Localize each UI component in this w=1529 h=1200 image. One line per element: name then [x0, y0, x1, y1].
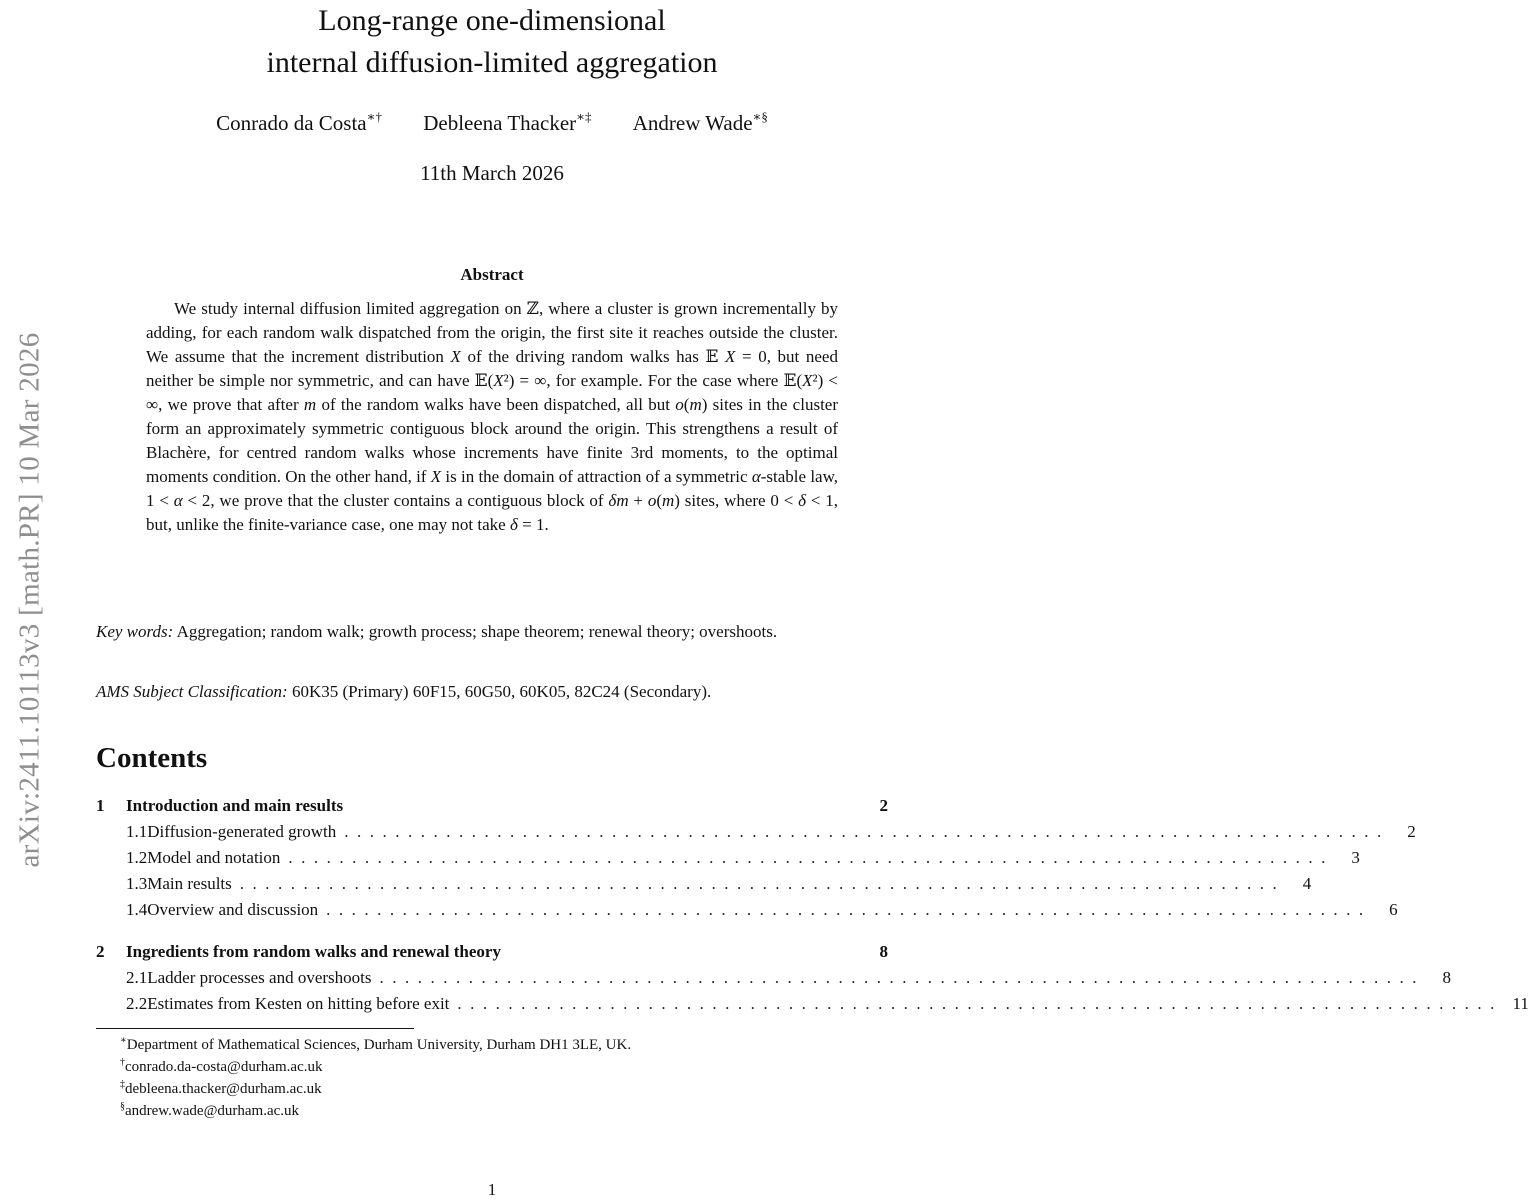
toc-entry-1-2[interactable] [96, 846, 1360, 872]
arxiv-identifier-stamp: arXiv:2411.10113v3 [math.PR] 10 Mar 2026 [13, 332, 46, 868]
footnote-affiliation: ∗Department of Mathematical Sciences, Durham University, Durham DH1 3LE, UK. [120, 1035, 632, 1053]
toc-page: 11 [1512, 994, 1529, 1013]
toc-entry-1-3[interactable] [96, 872, 1312, 898]
toc-title: Model and notation [147, 848, 281, 867]
footnotes [120, 1034, 631, 1122]
toc-number: 1.4 [126, 900, 148, 919]
toc-leader: .................................................................................. [326, 900, 1372, 919]
toc-number: 1.3 [126, 874, 148, 893]
author-wade [633, 111, 768, 135]
toc-number: 2 [96, 942, 105, 961]
affiliation-marks: ∗† [366, 109, 382, 124]
toc-title: Ingredients from random walks and renewal theory [126, 942, 501, 961]
toc-section-1 [96, 794, 1416, 924]
toc-leader: .................................................................................. [239, 874, 1286, 893]
author-list [96, 108, 888, 138]
author-name: Andrew Wade [632, 111, 753, 135]
toc-entry-2[interactable] [96, 940, 888, 966]
toc-title: Overview and discussion [147, 900, 319, 919]
toc-leader: .................................................................................. [379, 968, 1425, 987]
ams-text: 60K35 (Primary) 60F15, 60G50, 60K05, 82C24 (Secondary). [287, 682, 712, 701]
toc-page: 3 [1351, 848, 1360, 867]
toc-number: 1 [96, 796, 105, 815]
toc-title: Diffusion-generated growth [147, 822, 337, 841]
toc-page: 6 [1389, 900, 1398, 919]
toc-entry-1-1[interactable] [96, 820, 1416, 846]
toc-title: Main results [147, 874, 232, 893]
toc-number: 1.2 [126, 848, 148, 867]
footnote-rule [96, 1028, 414, 1029]
paper-date: 11th March 2026 [420, 161, 564, 185]
toc-entry-1[interactable] [96, 794, 888, 820]
paper-title [96, 0, 888, 84]
toc-page: 2 [879, 796, 888, 815]
toc-leader: .................................................................................. [457, 994, 1503, 1013]
toc-number: 2.2 [126, 994, 148, 1013]
toc-leader: .................................................................................. [344, 822, 1390, 841]
author-name: Debleena Thacker [423, 111, 577, 135]
affiliation-marks: ∗§ [752, 109, 768, 124]
key-words [96, 620, 888, 644]
abstract-text: We study internal diffusion limited aggregation on ℤ, where a cluster is grown incrementally by adding, for each random walk dispatched from the origin, the first site it reaches outside the cluster. We assume that the increment distribution X of the driving random walks has 𝔼 X = 0, but need neither be simple nor symmetric, and can have 𝔼(X²) = ∞, for example. For the case where 𝔼(X²) < ∞, we prove that after m of the random walks have been dispatched, all but o(m) sites in the cluster form an approximately symmetric contiguous block around the origin. This strengthens a result of Blachère, for centred random walks whose increments have finite 3rd moments, to the optimal moments condition. On the other hand, if X is in the domain of attraction of a symmetric α-stable law, 1 < α < 2, we prove that the cluster contains a contiguous block of δm + o(m) sites, where 0 < δ < 1, but, unlike the finite-variance case, one may not take δ = 1. [146, 299, 839, 534]
toc-title: Estimates from Kesten on hitting before exit [147, 994, 450, 1013]
footnote-email-da-costa[interactable]: †conrado.da-costa@durham.ac.uk [120, 1057, 323, 1075]
toc-entry-2-1[interactable] [96, 966, 1451, 992]
author-da-costa [216, 111, 382, 135]
title-line-1: Long-range one-dimensional [318, 4, 666, 37]
author-thacker [423, 111, 591, 135]
toc-page: 8 [1442, 968, 1451, 987]
footnote-email-wade[interactable]: §andrew.wade@durham.ac.uk [120, 1101, 300, 1119]
key-words-label: Key words: [96, 622, 174, 641]
toc-title: Ladder processes and overshoots [147, 968, 372, 987]
affiliation-marks: ∗‡ [576, 109, 592, 124]
toc-page: 8 [879, 942, 888, 961]
toc-number: 2.1 [126, 968, 148, 987]
toc-title: Introduction and main results [126, 796, 344, 815]
page-number: 1 [487, 1180, 497, 1199]
ams-classification [96, 680, 888, 704]
author-name: Conrado da Costa [216, 111, 367, 135]
toc-section-2 [96, 940, 1529, 1018]
contents-heading: Contents [96, 742, 208, 774]
toc-leader: .................................................................................. [288, 848, 1334, 867]
toc-entry-1-4[interactable] [96, 898, 1398, 924]
key-words-text: Aggregation; random walk; growth process; shape theorem; renewal theory; overshoots. [173, 622, 778, 641]
toc-number: 1.1 [126, 822, 148, 841]
title-line-2: internal diffusion-limited aggregation [266, 46, 718, 79]
toc-page: 4 [1302, 874, 1312, 893]
toc-page: 2 [1407, 822, 1416, 841]
abstract-heading: Abstract [460, 265, 524, 284]
ams-label: AMS Subject Classification: [96, 682, 288, 701]
toc-entry-2-2[interactable] [96, 992, 1529, 1018]
footnote-email-thacker[interactable]: ‡debleena.thacker@durham.ac.uk [120, 1079, 322, 1097]
